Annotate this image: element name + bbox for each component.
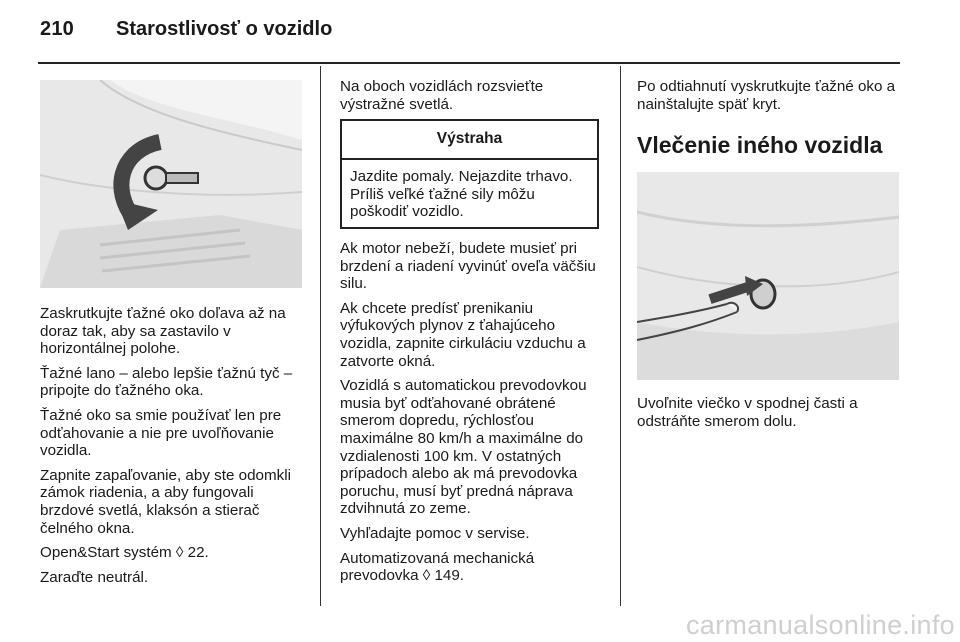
- paragraph-crossref[interactable]: Open&Start systém ◊ 22.: [40, 544, 209, 562]
- paragraph: Ak motor nebeží, budete musieť pri brzdení a riadení vyvinúť oveľa väčšiu silu.: [340, 240, 596, 293]
- warning-box: [340, 119, 599, 229]
- column-3-intro: [637, 78, 905, 120]
- paragraph: Vyhľadajte pomoc v servise.: [340, 524, 530, 542]
- page-title: Starostlivosť o vozidlo: [116, 18, 333, 40]
- column-1-text: [40, 305, 308, 593]
- column-2-intro: [340, 78, 600, 120]
- column-divider-2: [620, 66, 621, 606]
- column-2-text: [340, 240, 606, 592]
- paragraph: Na oboch vozidlách rozsvieťte výstražné svetlá.: [340, 78, 544, 113]
- column-3-caption: [637, 395, 905, 437]
- column-divider-1: [320, 66, 321, 606]
- page-number: 210: [40, 18, 74, 40]
- paragraph: Zapnite zapaľovanie, aby ste odomkli zámok riadenia, a aby fungovali brzdové svetlá, klaksón a stierač čelného okna.: [40, 466, 291, 537]
- paragraph-crossref[interactable]: Automatizovaná mechanická prevodovka ◊ 149.: [340, 549, 535, 585]
- paragraph: Zaskrutkujte ťažné oko doľava až na doraz tak, aby sa zastavilo v horizontálnej polohe.: [40, 305, 286, 358]
- paragraph: Ťažné oko sa smie používať len pre odťahovanie a nie pre uvoľňovanie vozidla.: [40, 406, 282, 460]
- figure-caption: Uvoľnite viečko v spodnej časti a odstráňte smerom dolu.: [637, 395, 858, 430]
- paragraph: Po odtiahnutí vyskrutkujte ťažné oko a nainštalujte späť kryt.: [637, 78, 896, 113]
- tow-eye-figure: [40, 80, 302, 288]
- watermark: carmanualsonline.info: [686, 610, 955, 640]
- header-rule: [38, 62, 900, 64]
- paragraph: Ak chcete predísť prenikaniu výfukových plynov z ťahajúceho vozidla, zapnite cirkuláciu vzduchu a zatvorte okná.: [340, 299, 586, 370]
- warning-title: Výstraha: [342, 121, 597, 160]
- warning-text: Jazdite pomaly. Nejazdite trhavo. Príliš veľké ťažné sily môžu poškodiť vozidlo.: [350, 168, 573, 221]
- paragraph: Zaraďte neutrál.: [40, 568, 149, 586]
- section-title: Vlečenie iného vozidla: [637, 132, 883, 158]
- bumper-cover-figure: [637, 172, 899, 380]
- paragraph: Vozidlá s automatickou prevodovkou musia byť odťahované obrátené smerom dopredu, rýchlosťou maximálne 80 km/h a maximálne do vzdialenosti 100 km. V ostatných prípadoch alebo ak má prevodovka poruchu, musí byť predná náprava zdvihnutá zo zeme.: [340, 377, 587, 518]
- paragraph: Ťažné lano – alebo lepšie ťažnú tyč – pripojte do ťažného oka.: [40, 364, 293, 400]
